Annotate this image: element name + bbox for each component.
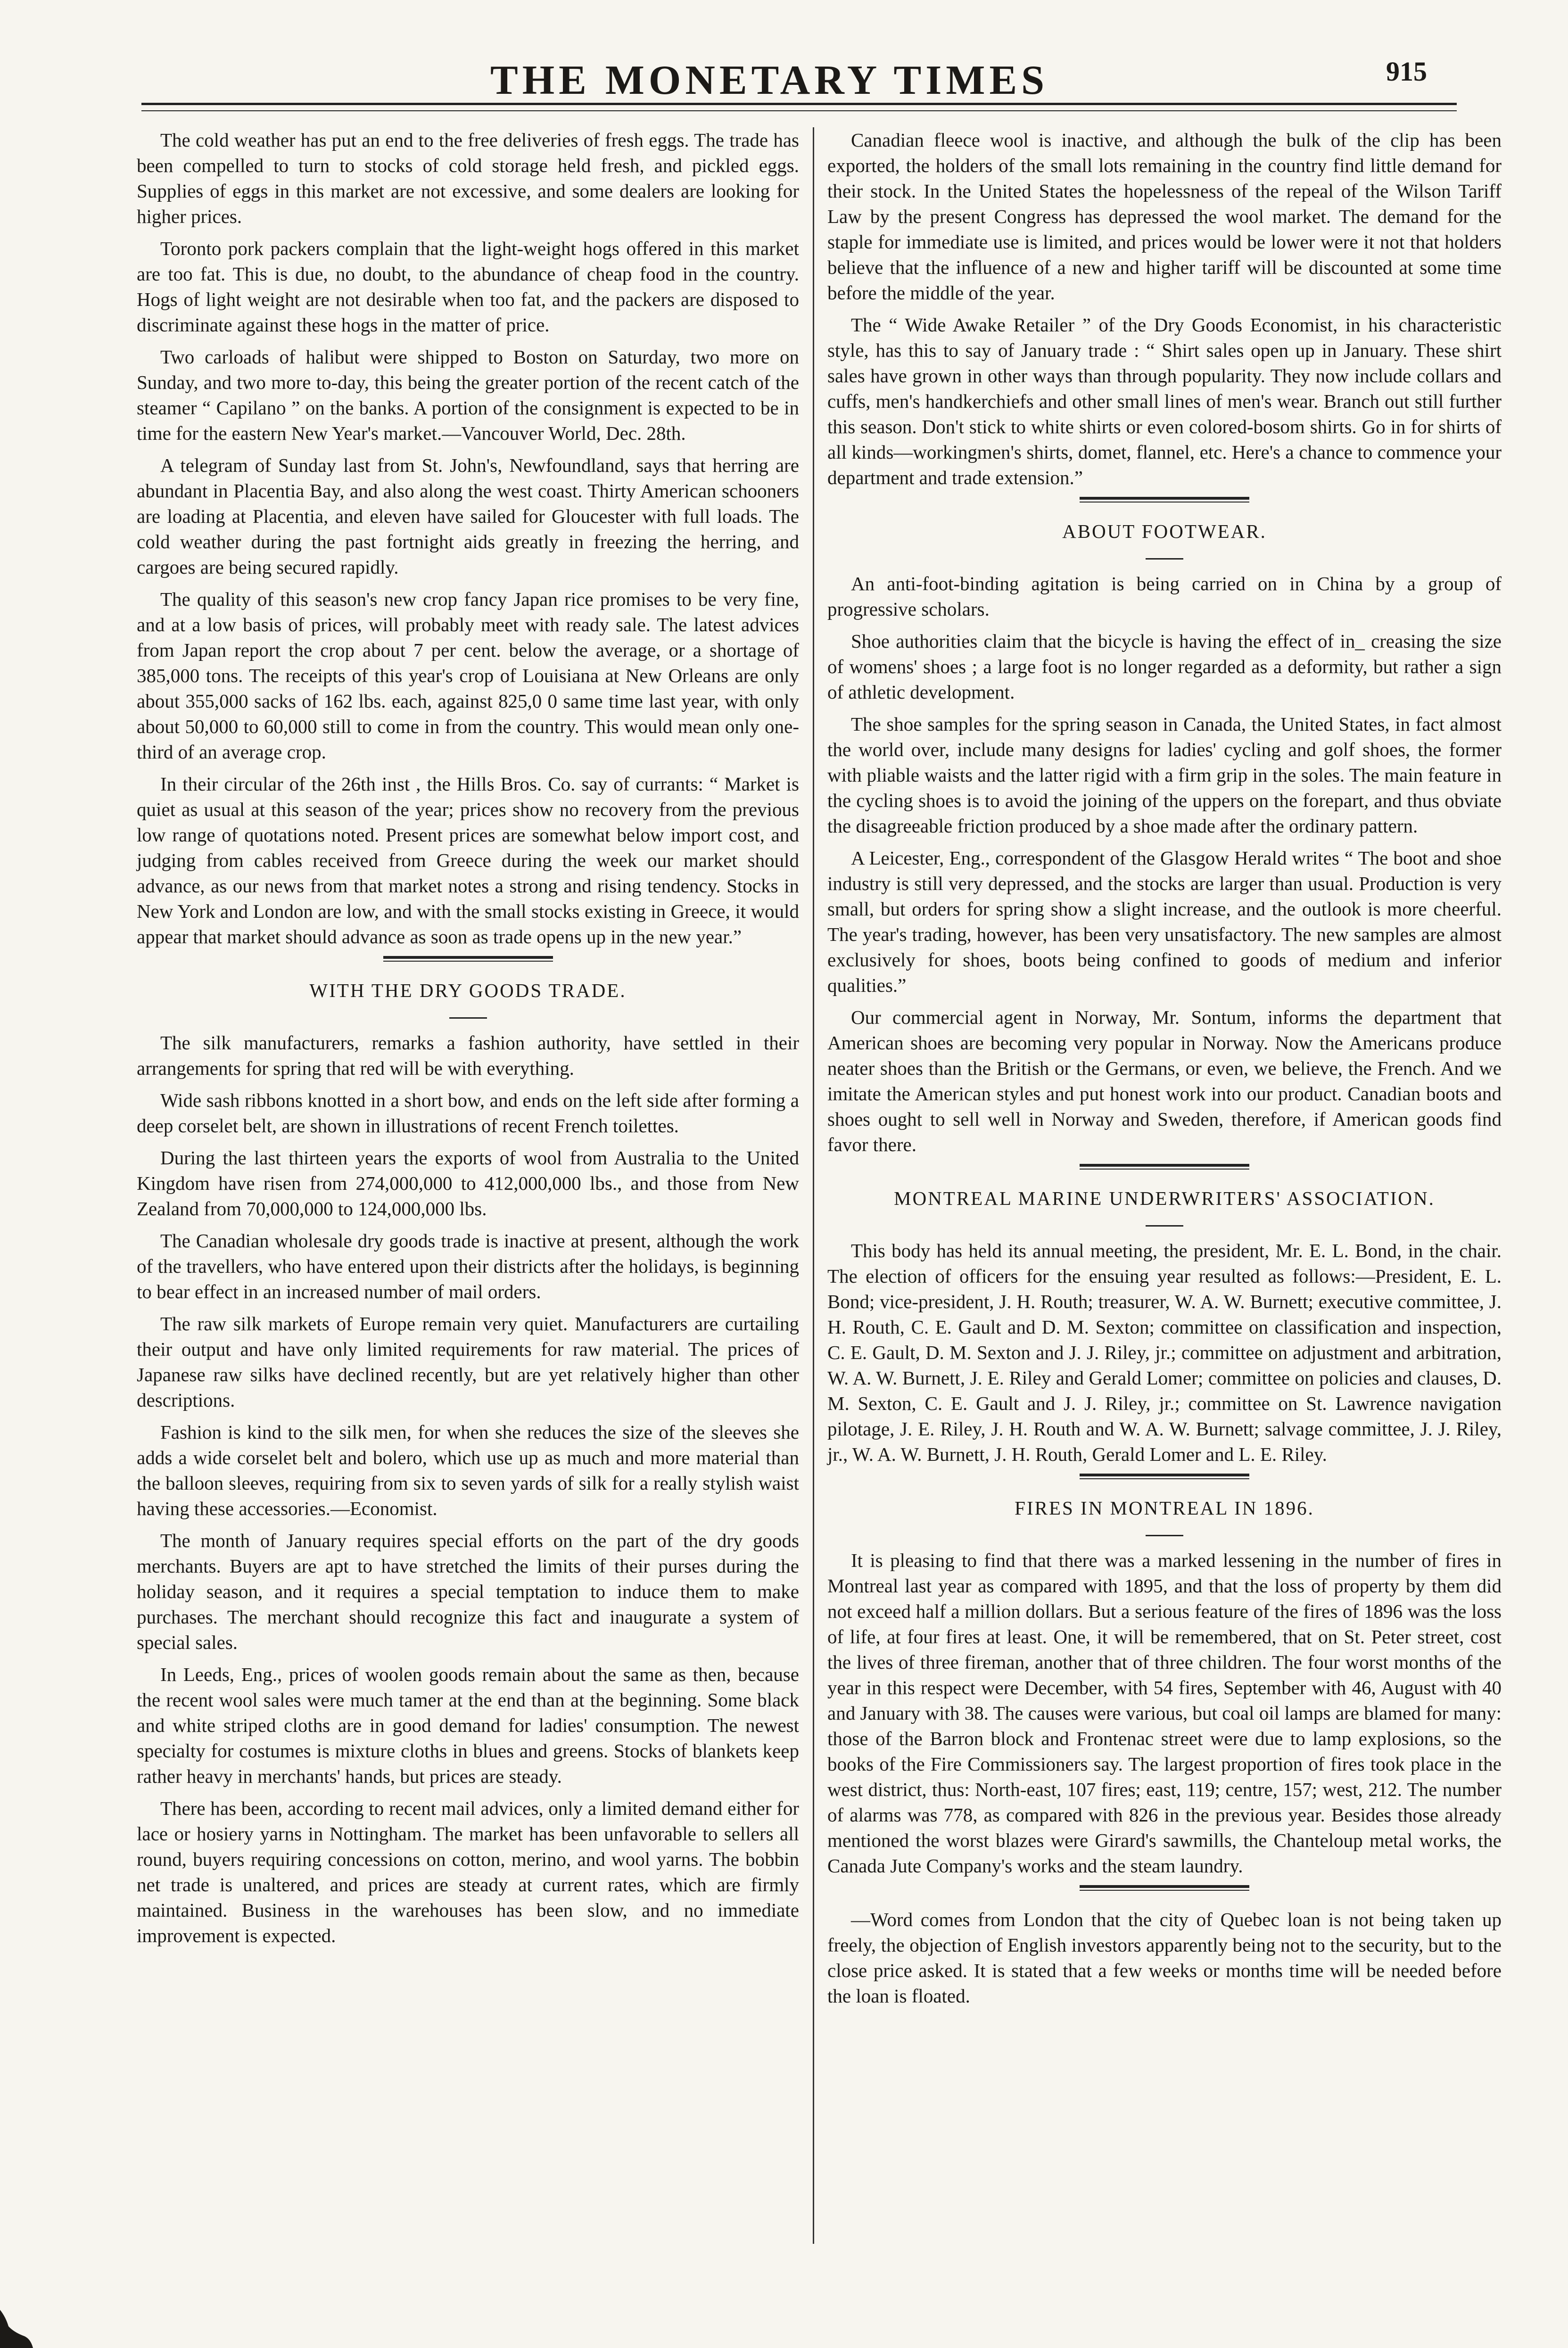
ink-blot-mark <box>0 2291 33 2348</box>
article-paragraph: Wide sash ribbons knotted in a short bow, and ends on the left side after forming a deep corselet belt, are shown in illustrations of recent French toilettes. <box>137 1089 799 1137</box>
article-paragraph: The Canadian wholesale dry goods trade is inactive at present, although the work of the travellers, who have entered upon their districts after the holidays, is beginning to bear effect in an increased number of mail orders. <box>137 1230 799 1302</box>
article-paragraph: An anti-foot-binding agitation is being carried on in China by a group of progressive scholars. <box>827 573 1502 620</box>
article-paragraph: During the last thirteen years the exports of wool from Australia to the United Kingdom have risen from 274,000,000 to 412,000,000 lbs., and those from New Zealand from 70,000,000 to 124,000,000 lbs. <box>137 1147 799 1219</box>
article-paragraph: Toronto pork packers complain that the light-weight hogs offered in this market are too fat. This is due, no doubt, to the abundance of cheap food in the country. Hogs of light weight are not desirable when too fat, and the packers are disposed to discriminate against these hogs in the matter of price. <box>137 238 799 336</box>
section-rule-thin <box>1080 1478 1249 1479</box>
page-number: 915 <box>1386 56 1427 87</box>
left-column <box>137 127 799 1955</box>
article-paragraph: In Leeds, Eng., prices of woolen goods remain about the same as then, because the recent wool sales were much tamer at the end than at the beginning. Some black and white striped cloths are in good demand for ladies' consumption. The newest specialty for costumes is mixture cloths in blues and greens. Stocks of blankets keep rather heavy in merchants' hands, but prices are steady. <box>137 1664 799 1787</box>
heading-underline <box>1146 558 1183 560</box>
article-paragraph: Shoe authorities claim that the bicycle is having the effect of in_ creasing the size of womens' shoes ; a large foot is no longer regarded as a deformity, but rather a sign of athletic development. <box>827 630 1502 703</box>
right-column <box>827 127 1502 2015</box>
article-paragraph: Two carloads of halibut were shipped to Boston on Saturday, two more on Sunday, and two more to-day, this being the greater portion of the recent catch of the steamer “ Capilano ” on the banks. A portion of the consignment is expected to be in time for the eastern New Year's market.—Vancouver World, Dec. 28th. <box>137 346 799 444</box>
article-paragraph: There has been, according to recent mail advices, only a limited demand either for lace or hosiery yarns in Nottingham. The market has been unfavorable to sellers all round, buyers requiring concessions on cotton, merino, and wool yarns. The bobbin net trade is unaltered, and prices are steady at current rates, which are firmly maintained. Business in the warehouses has been slow, and no immediate improvement is expected. <box>137 1797 799 1946</box>
masthead: THE MONETARY TIMES <box>490 58 1049 103</box>
article-paragraph: It is pleasing to find that there was a marked lessening in the number of fires in Montreal last year as compared with 1895, and that the loss of property by them did not exceed half a million dollars. But a serious feature of the fires of 1896 was the loss of life, at four fires at least. One, it will be remembered, that on St. Peter street, cost the lives of three fireman, another that of three children. The four worst months of the year in this respect were December, with 54 fires, September with 46, August with 40 and January with 38. The causes were various, but coal oil lamps are blamed for many: those of the Barron block and Frontenac street were due to lamp explosions, so the books of the Fire Commissioners say. The largest proportion of fires took place in the west district, thus: North-east, 107 fires; east, 119; centre, 157; west, 212. The number of alarms was 778, as compared with 826 in the previous year. Besides those already mentioned the worst blazes were Girard's sawmills, the Chanteloup metal works, the Canada Jute Company's works and the steam laundry. <box>827 1549 1502 1877</box>
heading-underline <box>449 1017 487 1019</box>
article-paragraph: In their circular of the 26th inst , the Hills Bros. Co. say of currants: “ Market is quiet as usual at this season of the year; prices show no recovery from the previous low range of quotations noted. Present prices are somewhat below import cost, and judging from cables received from Greece during the week our market should advance, as our news from that market notes a strong and rising tendency. Stocks in New York and London are low, and with the small stocks existing in Greece, it would appear that market should advance as soon as trade opens up in the new year.” <box>137 773 799 947</box>
section-rule-thin <box>1080 1169 1249 1170</box>
page-header <box>0 0 1568 113</box>
section-heading-fires: FIRES IN MONTREAL IN 1896. <box>1015 1497 1314 1519</box>
article-paragraph: Canadian fleece wool is inactive, and although the bulk of the clip has been exported, the holders of the small lots remaining in the country find little demand for their stock. In the United States the hopelessness of the repeal of the Wilson Tariff Law by the present Congress has depressed the wool market. The demand for the staple for immediate use is limited, and prices would be lower were it not that holders believe that the influence of a new and higher tariff will be discounted at some time before the middle of the year. <box>827 129 1502 304</box>
article-paragraph: The silk manufacturers, remarks a fashion authority, have settled in their arrangements for spring that red will be with everything. <box>137 1032 799 1079</box>
article-paragraph: The raw silk markets of Europe remain very quiet. Manufacturers are curtailing their output and have only limited requirements for raw material. The prices of Japanese raw silks have declined recently, but are yet relatively higher than other descriptions. <box>137 1313 799 1411</box>
article-paragraph: The quality of this season's new crop fancy Japan rice promises to be very fine, and at a low basis of prices, will probably meet with ready sale. The latest advices from Japan report the crop about 7 per cent. below the average, or a shortage of 385,000 tons. The receipts of this year's crop of Louisiana at New Orleans are only about 355,000 sacks of 162 lbs. each, against 825,0 0 same time last year, with only about 50,000 to 60,000 still to come in from the country. This would mean only one-third of an average crop. <box>137 588 799 763</box>
header-rule-thin <box>141 110 1457 111</box>
section-heading-dry-goods: WITH THE DRY GOODS TRADE. <box>309 980 627 1001</box>
article-paragraph: The shoe samples for the spring season in Canada, the United States, in fact almost the world over, include many designs for ladies' cycling and golf shoes, the former with pliable waists and the latter rigid with a firm grip in the soles. The main feature in the cycling shoes is to avoid the joining of the uppers on the forepart, and thus obviate the disagreeable friction produced by a shoe made after the ordinary pattern. <box>827 713 1502 837</box>
article-paragraph: —Word comes from London that the city of Quebec loan is not being taken up freely, the objection of English investors apparently being not to the security, but to the close price asked. It is stated that a few weeks or months time will be needed before the loan is floated. <box>827 1909 1502 2007</box>
section-rule <box>1080 1474 1249 1476</box>
article-paragraph: The cold weather has put an end to the free deliveries of fresh eggs. The trade has been compelled to turn to stocks of cold storage held fresh, and pickled eggs. Supplies of eggs in this market are not excessive, and some dealers are looking for higher prices. <box>137 129 799 227</box>
section-rule <box>383 956 553 959</box>
article-paragraph: Fashion is kind to the silk men, for when she reduces the size of the sleeves she adds a wide corselet belt and bolero, which use up as much and more material than the balloon sleeves, requiring from six to seven yards of silk for a really stylish waist having these accessories.—Economist. <box>137 1421 799 1519</box>
article-paragraph: A Leicester, Eng., correspondent of the Glasgow Herald writes “ The boot and shoe industry is still very depressed, and the stocks are larger than usual. Production is very small, but orders for spring show a slight increase, and the outlook is more cheerful. The year's trading, however, has been very unsatisfactory. The new samples are almost exclusively for shoes, boots being confined to goods of medium and inferior qualities.” <box>827 847 1502 996</box>
header-rule <box>141 103 1457 105</box>
section-rule <box>1080 1885 1249 1888</box>
heading-underline <box>1146 1535 1183 1536</box>
column-divider <box>813 127 814 2244</box>
article-paragraph: A telegram of Sunday last from St. John's, Newfoundland, says that herring are abundant in Placentia Bay, and also along the west coast. Thirty American schooners are loading at Placentia, and eleven have sailed for Gloucester with full loads. The cold weather during the past fortnight aids greatly in freezing the herring, and cargoes are being secured rapidly. <box>137 454 799 578</box>
article-paragraph: The month of January requires special efforts on the part of the dry goods merchants. Buyers are apt to have stretched the limits of their purses during the holiday season, and it requires a special temptation to induce them to make purchases. The merchant should recognize this fact and inaugurate a system of special sales. <box>137 1530 799 1653</box>
section-rule <box>1080 497 1249 500</box>
section-rule-thin <box>1080 502 1249 503</box>
heading-underline <box>1146 1225 1183 1227</box>
article-paragraph: This body has held its annual meeting, the president, Mr. E. L. Bond, in the chair. The election of officers for the ensuing year resulted as follows:—President, E. L. Bond; vice-president, J. H. Routh; treasurer, W. A. W. Burnett; executive committee, J. H. Routh, C. E. Gault and D. M. Sexton; committee on classification and inspection, C. E. Gault, D. M. Sexton and J. J. Riley, jr.; committee on adjustment and arbitration, W. A. W. Burnett, J. E. Riley and Gerald Lomer; committee on policies and clauses, D. M. Sexton, C. E. Gault and J. J. Riley, jr.; committee on St. Lawrence navigation pilotage, J. E. Riley, J. H. Routh and W. A. W. Burnett; salvage committee, J. J. Riley, jr., W. A. W. Burnett, J. H. Routh, Gerald Lomer and L. E. Riley. <box>827 1240 1502 1465</box>
section-heading-marine-underwriters: MONTREAL MARINE UNDERWRITERS' ASSOCIATION. <box>894 1187 1435 1209</box>
section-rule <box>1080 1164 1249 1167</box>
section-rule-thin <box>1080 1890 1249 1891</box>
section-heading-footwear: ABOUT FOOTWEAR. <box>1062 520 1267 542</box>
article-paragraph: The “ Wide Awake Retailer ” of the Dry Goods Economist, in his characteristic style, has this to say of January trade : “ Shirt sales open up in January. These shirt sales have grown in other ways than through popularity. They now include collars and cuffs, men's handkerchiefs and other small lines of men's wear. Branch out still further this season. Don't stick to white shirts or even colored-bosom shirts. Go in for shirts of all kinds—workingmen's shirts, domet, flannel, etc. Here's a chance to commence your department and trade extension.” <box>827 314 1502 488</box>
section-rule-thin <box>383 961 553 962</box>
article-paragraph: Our commercial agent in Norway, Mr. Sontum, informs the department that American shoes are becoming very popular in Norway. Now the Americans produce neater shoes than the British or the Germans, or even, we believe, the French. And we imitate the American styles and put honest work into our product. Canadian boots and shoes ought to sell well in Norway and Sweden, therefore, if American goods find favor there. <box>827 1006 1502 1155</box>
